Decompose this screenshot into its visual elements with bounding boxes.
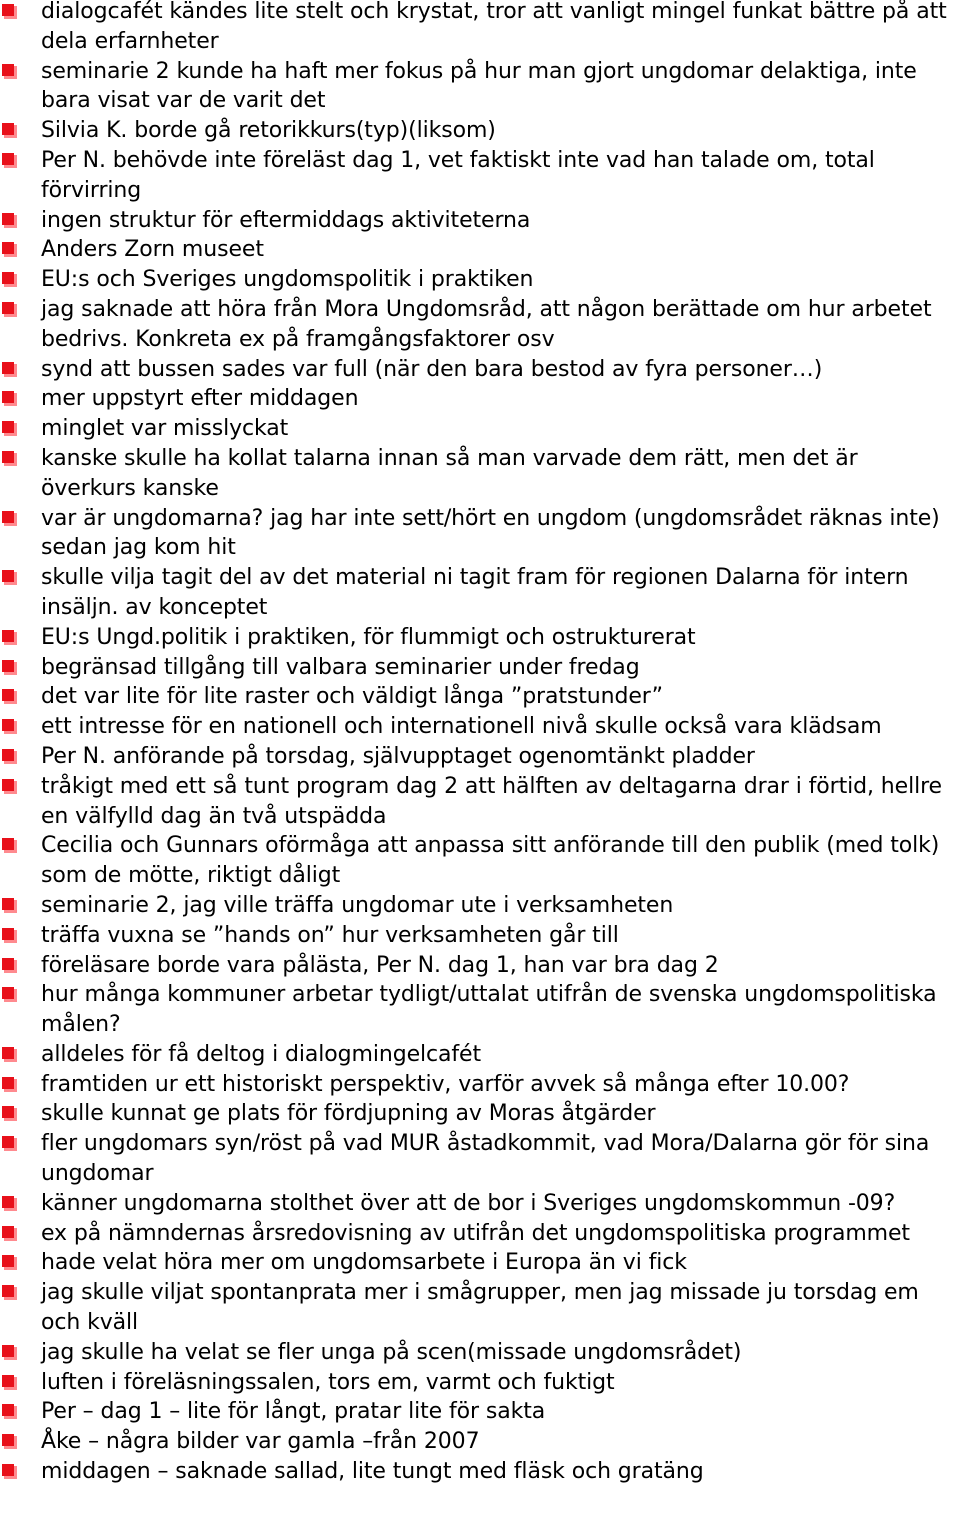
red-square-bullet-icon (2, 64, 20, 82)
red-square-bullet-icon (2, 511, 20, 529)
list-item (0, 504, 960, 564)
red-square-bullet-icon (2, 451, 20, 469)
red-square-bullet-icon (2, 749, 20, 767)
list-item-text: fler ungdomars syn/röst på vad MUR åstadkommit, vad Mora/Dalarna gör för sina ungdomar (41, 1131, 930, 1187)
list-item (0, 1457, 960, 1487)
list-item-text: skulle vilja tagit del av det material ni tagit fram för regionen Dalarna för intern insäljn. av konceptet (41, 565, 909, 620)
red-square-bullet-icon (2, 689, 20, 707)
list-item (0, 951, 960, 981)
list-item-text: dialogcafét kändes lite stelt och krystat, tror att vanligt mingel funkat bättre på att dela erfarnheter (41, 0, 947, 54)
list-item-text: var är ungdomarna? jag har inte sett/hört en ungdom (ungdomsrådet räknas inte) sedan jag kom hit (41, 505, 940, 561)
list-item-text: ex på nämndernas årsredovisning av utifrån det ungdomspolitiska programmet (41, 1220, 910, 1246)
list-item (0, 295, 960, 355)
list-item-text: seminarie 2 kunde ha haft mer fokus på hur man gjort ungdomar delaktiga, inte bara visat var de varit det (41, 58, 917, 114)
red-square-bullet-icon (2, 838, 20, 856)
list-item-text: alldeles för få deltog i dialogmingelcafét (41, 1041, 482, 1067)
list-item-text: träffa vuxna se ”hands on” hur verksamheten går till (41, 922, 619, 948)
list-item (0, 444, 960, 504)
red-square-bullet-icon (2, 958, 20, 976)
red-square-bullet-icon (2, 391, 20, 409)
list-item-text: hur många kommuner arbetar tydligt/uttalat utifrån de svenska ungdomspolitiska målen? (41, 982, 937, 1038)
red-square-bullet-icon (2, 1375, 20, 1393)
list-item (0, 653, 960, 683)
list-item-text: ingen struktur för eftermiddags aktiviteterna (41, 207, 531, 233)
list-item (0, 1248, 960, 1278)
list-item (0, 772, 960, 832)
red-square-bullet-icon (2, 4, 20, 22)
list-item (0, 0, 960, 57)
list-item-text: hade velat höra mer om ungdomsarbete i Europa än vi fick (41, 1250, 687, 1276)
red-square-bullet-icon (2, 1255, 20, 1273)
red-square-bullet-icon (2, 302, 20, 320)
red-square-bullet-icon (2, 570, 20, 588)
list-item-text: Per N. anförande på torsdag, självupptaget ogenomtänkt pladder (41, 743, 755, 769)
list-item (0, 712, 960, 742)
red-square-bullet-icon (2, 898, 20, 916)
list-item-text: middagen – saknade sallad, lite tungt med fläsk och gratäng (41, 1459, 704, 1485)
list-item (0, 921, 960, 951)
red-square-bullet-icon (2, 1345, 20, 1363)
list-item-text: föreläsare borde vara pålästa, Per N. dag 1, han var bra dag 2 (41, 952, 719, 978)
red-square-bullet-icon (2, 1047, 20, 1065)
list-item-text: begränsad tillgång till valbara seminarier under fredag (41, 654, 640, 680)
list-item-text: känner ungdomarna stolthet över att de bor i Sveriges ungdomskommun -09? (41, 1190, 896, 1216)
list-item (0, 1040, 960, 1070)
list-item (0, 1099, 960, 1129)
list-item (0, 146, 960, 206)
list-item-text: tråkigt med ett så tunt program dag 2 att hälften av deltagarna drar i förtid, hellre en välfylld dag än två utspädda (41, 773, 942, 829)
list-item-text: Cecilia och Gunnars oförmåga att anpassa sitt anförande till den publik (med tolk) som de mötte, riktigt dåligt (41, 833, 940, 889)
list-item-text: jag skulle viljat spontanprata mer i smågrupper, men jag missade ju torsdag em och kväll (41, 1280, 919, 1336)
red-square-bullet-icon (2, 1285, 20, 1303)
list-item-text: Per N. behövde inte föreläst dag 1, vet faktiskt inte vad han talade om, total förvirring (41, 147, 875, 203)
red-square-bullet-icon (2, 362, 20, 380)
list-item-text: skulle kunnat ge plats för fördjupning av Moras åtgärder (41, 1101, 656, 1127)
red-square-bullet-icon (2, 1434, 20, 1452)
list-item-text: EU:s och Sveriges ungdomspolitik i praktiken (41, 267, 534, 293)
list-item (0, 1129, 960, 1189)
list-item (0, 1368, 960, 1398)
list-item (0, 1338, 960, 1368)
list-item (0, 623, 960, 653)
red-square-bullet-icon (2, 1196, 20, 1214)
list-item-text: synd att bussen sades var full (när den bara bestod av fyra personer…) (41, 356, 823, 382)
list-item (0, 1427, 960, 1457)
red-square-bullet-icon (2, 928, 20, 946)
list-item-text: jag saknade att höra från Mora Ungdomsråd, att någon berättade om hur arbetet bedrivs. Konkreta ex på framgångsfaktorer osv (41, 296, 932, 352)
red-square-bullet-icon (2, 242, 20, 260)
list-item (0, 1070, 960, 1100)
red-square-bullet-icon (2, 987, 20, 1005)
list-item (0, 265, 960, 295)
red-square-bullet-icon (2, 213, 20, 231)
list-item (0, 235, 960, 265)
list-item (0, 891, 960, 921)
list-item-text: luften i föreläsningssalen, tors em, varmt och fuktigt (41, 1369, 615, 1395)
list-item-text: EU:s Ungd.politik i praktiken, för flummigt och ostrukturerat (41, 624, 696, 650)
red-square-bullet-icon (2, 779, 20, 797)
red-square-bullet-icon (2, 1464, 20, 1482)
list-item-text: kanske skulle ha kollat talarna innan så man varvade dem rätt, men det är överkurs kanske (41, 445, 858, 501)
list-item-text: Åke – några bilder var gamla –från 2007 (41, 1429, 480, 1455)
list-item-text: Silvia K. borde gå retorikkurs(typ)(liksom) (41, 118, 496, 144)
list-item (0, 1278, 960, 1338)
list-item (0, 1397, 960, 1427)
list-item-text: framtiden ur ett historiskt perspektiv, varför avvek så många efter 10.00? (41, 1071, 850, 1097)
red-square-bullet-icon (2, 123, 20, 141)
list-item-text: ett intresse för en nationell och internationell nivå skulle också vara klädsam (41, 714, 882, 740)
list-item (0, 384, 960, 414)
list-item (0, 116, 960, 146)
list-item-text: det var lite för lite raster och väldigt långa ”pratstunder” (41, 684, 663, 710)
red-square-bullet-icon (2, 1077, 20, 1095)
red-square-bullet-icon (2, 1404, 20, 1422)
red-square-bullet-icon (2, 660, 20, 678)
list-item-text: minglet var misslyckat (41, 416, 289, 442)
red-square-bullet-icon (2, 1106, 20, 1124)
red-square-bullet-icon (2, 1226, 20, 1244)
list-item (0, 355, 960, 385)
list-item (0, 414, 960, 444)
red-square-bullet-icon (2, 153, 20, 171)
red-square-bullet-icon (2, 719, 20, 737)
list-item (0, 1219, 960, 1249)
list-item (0, 682, 960, 712)
list-item (0, 980, 960, 1040)
list-item-text: mer uppstyrt efter middagen (41, 386, 359, 412)
list-item (0, 563, 960, 623)
list-item-text: Anders Zorn museet (41, 237, 264, 263)
list-item (0, 206, 960, 236)
list-item-text: Per – dag 1 – lite för långt, pratar lite för sakta (41, 1399, 546, 1425)
list-item (0, 1189, 960, 1219)
red-square-bullet-icon (2, 630, 20, 648)
red-square-bullet-icon (2, 272, 20, 290)
list-item (0, 57, 960, 117)
red-square-bullet-icon (2, 1136, 20, 1154)
list-item (0, 831, 960, 891)
list-item-text: seminarie 2, jag ville träffa ungdomar ute i verksamheten (41, 892, 674, 918)
list-item (0, 742, 960, 772)
red-square-bullet-icon (2, 421, 20, 439)
list-item-text: jag skulle ha velat se fler unga på scen(missade ungdomsrådet) (41, 1339, 742, 1365)
